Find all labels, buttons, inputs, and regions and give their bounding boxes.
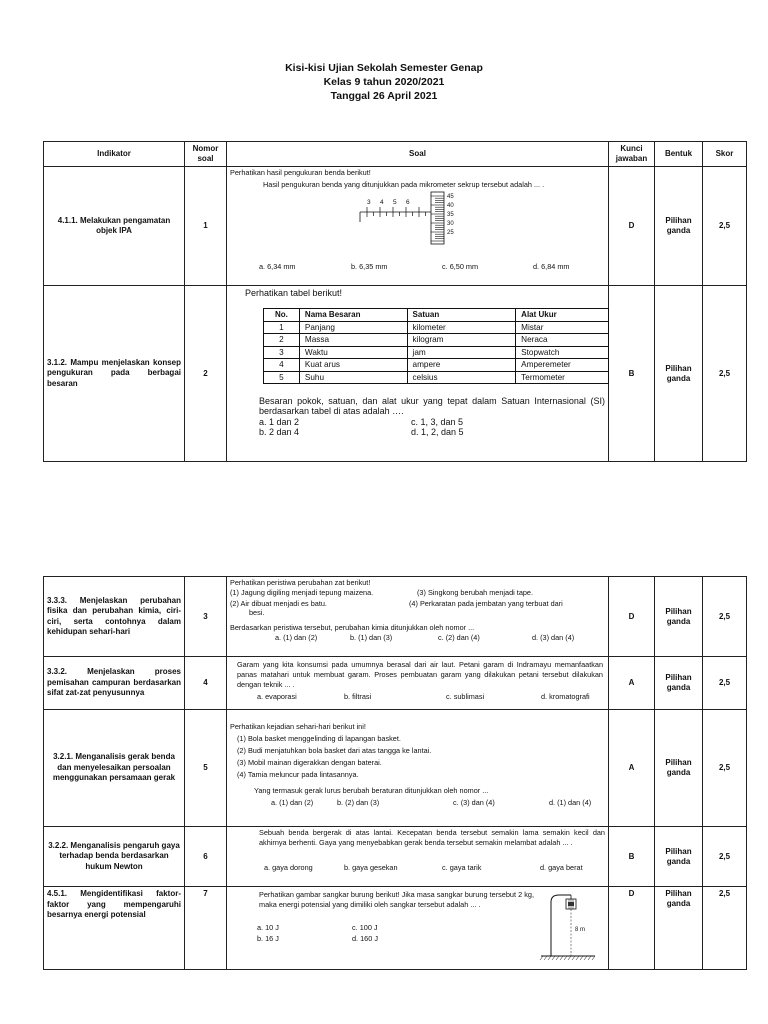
quantity-cell: Panjang xyxy=(299,321,407,334)
kunci-cell: D xyxy=(609,167,655,286)
option-b: b. filtrasi xyxy=(344,692,372,701)
option-a: a. evaporasi xyxy=(257,692,297,701)
soal-cell xyxy=(227,887,609,970)
kunci-cell: A xyxy=(609,657,655,710)
quantity-table-header: No. xyxy=(264,309,300,322)
quantity-table-row xyxy=(264,334,609,347)
nomor-cell: 5 xyxy=(185,710,227,827)
kunci-cell: A xyxy=(609,710,655,827)
soal-cell xyxy=(227,710,609,827)
scale-tick-label: 5 xyxy=(393,199,397,206)
bentuk-cell: Pilihan ganda xyxy=(655,657,703,710)
table-row xyxy=(44,577,747,657)
kunci-cell: B xyxy=(609,827,655,887)
quantity-cell: Amperemeter xyxy=(516,359,609,372)
list-item: (2) Air dibuat menjadi es batu. xyxy=(230,599,327,608)
quantity-cell: celsius xyxy=(407,371,516,384)
bentuk-cell: Pilihan ganda xyxy=(655,286,703,462)
kisi-kisi-table-1 xyxy=(43,141,747,462)
quantity-cell: Termometer xyxy=(516,371,609,384)
option-b: b. 16 J xyxy=(257,934,279,943)
option-a: a. gaya dorong xyxy=(264,863,313,872)
option-d: d. 160 J xyxy=(352,934,378,943)
skor-cell: 2,5 xyxy=(703,887,747,970)
column-header-kunci: Kunci jawaban xyxy=(609,142,655,167)
bentuk-cell: Pilihan ganda xyxy=(655,827,703,887)
quantity-table-row xyxy=(264,346,609,359)
option-a: a. 10 J xyxy=(257,923,279,932)
skor-cell: 2,5 xyxy=(703,657,747,710)
nomor-cell: 3 xyxy=(185,577,227,657)
column-header-nomor: Nomor soal xyxy=(185,142,227,167)
table-row xyxy=(44,286,747,462)
quantity-cell: Kuat arus xyxy=(299,359,407,372)
quantity-cell: 5 xyxy=(264,371,300,384)
soal-cell xyxy=(227,827,609,887)
list-item: (3) Singkong berubah menjadi tape. xyxy=(417,588,534,597)
list-item: (1) Jagung digiling menjadi tepung maizena. xyxy=(230,588,374,597)
quantity-cell: Suhu xyxy=(299,371,407,384)
quantity-cell: Stopwatch xyxy=(516,346,609,359)
nomor-cell: 7 xyxy=(185,887,227,970)
thimble-label: 30 xyxy=(447,221,454,227)
nomor-cell: 2 xyxy=(185,286,227,462)
option-d: d. gaya berat xyxy=(540,863,583,872)
option-d: d. (3) dan (4) xyxy=(532,633,575,642)
column-header-indikator: Indikator xyxy=(44,142,185,167)
skor-cell: 2,5 xyxy=(703,710,747,827)
option-c: c. 1, 3, dan 5 xyxy=(411,417,464,427)
indikator-cell: 3.1.2. Mampu menjelaskan konsep pengukuran pada berbagai besaran xyxy=(44,286,185,462)
table-row xyxy=(44,710,747,827)
table-header-row xyxy=(44,142,747,167)
thimble-label: 40 xyxy=(447,203,454,209)
quantity-cell: jam xyxy=(407,346,516,359)
quantity-cell: kilogram xyxy=(407,334,516,347)
option-a: a. (1) dan (2) xyxy=(271,798,314,807)
nomor-cell: 6 xyxy=(185,827,227,887)
kisi-kisi-table-2 xyxy=(43,576,747,970)
question-intro: Perhatikan tabel berikut! xyxy=(245,288,343,298)
quantity-cell: 4 xyxy=(264,359,300,372)
bentuk-cell: Pilihan ganda xyxy=(655,887,703,970)
height-label: 8 m xyxy=(575,927,586,933)
table-row xyxy=(44,167,747,286)
table-row xyxy=(44,887,747,970)
nomor-cell: 1 xyxy=(185,167,227,286)
nomor-cell: 4 xyxy=(185,657,227,710)
quantity-cell: Mistar xyxy=(516,321,609,334)
option-b: b. (2) dan (3) xyxy=(337,798,380,807)
option-c: c. (3) dan (4) xyxy=(453,798,495,807)
quantity-cell: 2 xyxy=(264,334,300,347)
option-d: d. 1, 2, dan 5 xyxy=(411,427,464,437)
quantity-table-row xyxy=(264,359,609,372)
quantity-table-row xyxy=(264,321,609,334)
question-text: Besaran pokok, satuan, dan alat ukur yang tepat dalam Satuan Internasional (SI) berdasarkan tabel di atas adalah …. xyxy=(259,396,605,416)
bentuk-cell: Pilihan ganda xyxy=(655,577,703,657)
scale-tick-label: 3 xyxy=(367,199,371,206)
option-d: d. 6,84 mm xyxy=(533,262,570,271)
indikator-cell: 3.2.1. Menganalisis gerak benda dan menyelesaikan persoalan menggunakan persamaan gerak xyxy=(44,710,185,827)
kunci-cell: B xyxy=(609,286,655,462)
question-intro: Perhatikan kejadian sehari-hari berikut ini! xyxy=(230,722,366,731)
table-row xyxy=(44,657,747,710)
bird-cage-figure xyxy=(537,892,597,962)
soal-cell xyxy=(227,167,609,286)
option-d: d. kromatografi xyxy=(541,692,590,701)
skor-cell: 2,5 xyxy=(703,167,747,286)
skor-cell: 2,5 xyxy=(703,577,747,657)
column-header-bentuk: Bentuk xyxy=(655,142,703,167)
question-text: Sebuah benda bergerak di atas lantai. Kecepatan benda tersebut semakin lama semakin kecil dan akhirnya berhenti. Gaya yang menyebabkan gerak benda tersebut semakin melambat adalah ... . xyxy=(259,828,605,847)
scale-tick-label: 6 xyxy=(406,199,410,206)
thimble-label: 45 xyxy=(447,194,454,200)
quantity-cell: ampere xyxy=(407,359,516,372)
option-c: c. 6,50 mm xyxy=(442,262,479,271)
option-b: b. 2 dan 4 xyxy=(259,427,300,437)
bentuk-cell: Pilihan ganda xyxy=(655,167,703,286)
kunci-cell: D xyxy=(609,887,655,970)
scale-tick-label: 4 xyxy=(380,199,384,206)
option-c: c. gaya tarik xyxy=(442,863,482,872)
quantity-cell: Neraca xyxy=(516,334,609,347)
option-a: a. (1) dan (2) xyxy=(275,633,318,642)
column-header-skor: Skor xyxy=(703,142,747,167)
soal-cell xyxy=(227,657,609,710)
list-item: besi. xyxy=(249,608,265,617)
soal-cell xyxy=(227,577,609,657)
question-intro: Perhatikan peristiwa perubahan zat berikut! xyxy=(230,578,371,587)
skor-cell: 2,5 xyxy=(703,286,747,462)
option-d: d. (1) dan (4) xyxy=(549,798,592,807)
quantity-table-header: Satuan xyxy=(407,309,516,322)
option-c: c. sublimasi xyxy=(446,692,485,701)
list-item: (1) Bola basket menggelinding di lapangan basket. xyxy=(237,734,401,743)
document-date: Tanggal 26 April 2021 xyxy=(330,90,438,102)
option-a: a. 6,34 mm xyxy=(259,262,296,271)
question-intro: Perhatikan hasil pengukuran benda berikut! xyxy=(230,168,371,177)
quantity-cell: Waktu xyxy=(299,346,407,359)
thimble-label: 25 xyxy=(447,230,454,236)
skor-cell: 2,5 xyxy=(703,827,747,887)
question-text: Hasil pengukuran benda yang ditunjukkan pada mikrometer sekrup tersebut adalah ... . xyxy=(263,180,545,189)
option-b: b. 6,35 mm xyxy=(351,262,388,271)
indikator-cell: 4.5.1. Mengidentifikasi faktor-faktor yang mempengaruhi besarnya energi potensial xyxy=(44,887,185,970)
column-header-soal: Soal xyxy=(227,142,609,167)
table-row xyxy=(44,827,747,887)
document-title: Kisi-kisi Ujian Sekolah Semester Genap xyxy=(285,62,483,74)
option-b: b. gaya gesekan xyxy=(344,863,398,872)
question-text: Berdasarkan peristiwa tersebut, perubahan kimia ditunjukkan oleh nomor ... xyxy=(230,623,475,632)
soal-cell xyxy=(227,286,609,462)
list-item: (3) Mobil mainan digerakkan dengan baterai. xyxy=(237,758,382,767)
bentuk-cell: Pilihan ganda xyxy=(655,710,703,827)
indikator-cell: 3.3.2. Menjelaskan proses pemisahan campuran berdasarkan sifat zat-zat penyusunnya xyxy=(44,657,185,710)
kunci-cell: D xyxy=(609,577,655,657)
micrometer-figure xyxy=(357,191,472,249)
quantity-table-row xyxy=(264,371,609,384)
thimble-label: 35 xyxy=(447,212,454,218)
document-subtitle: Kelas 9 tahun 2020/2021 xyxy=(323,76,445,88)
quantity-cell: kilometer xyxy=(407,321,516,334)
option-a: a. 1 dan 2 xyxy=(259,417,300,427)
list-item: (2) Budi menjatuhkan bola basket dari atas tangga ke lantai. xyxy=(237,746,432,755)
quantity-table xyxy=(263,308,609,384)
question-text: Perhatikan gambar sangkar burung berikut! Jika masa sangkar burung tersebut 2 kg, maka energi potensial yang dimiliki oleh sangkar tersebut adalah ... . xyxy=(259,890,534,909)
list-item: (4) Perkaratan pada jembatan yang terbuat dari xyxy=(409,599,563,608)
question-text: Yang termasuk gerak lurus berubah beraturan ditunjukkan oleh nomor ... xyxy=(254,786,489,795)
indikator-cell: 3.3.3. Menjelaskan perubahan fisika dan perubahan kimia, ciri-ciri, serta contohnya dalam kehidupan sehari-hari xyxy=(44,577,185,657)
indikator-cell: 4.1.1. Melakukan pengamatan objek IPA xyxy=(44,167,185,286)
quantity-cell: 3 xyxy=(264,346,300,359)
question-text: Garam yang kita konsumsi pada umumnya berasal dari air laut. Petani garam di Indramayu memanfaatkan panas matahari untuk membuat garam. Proses pembuatan garam yang dilakukan petani tersebut dilakukan dengan teknik ... . xyxy=(237,660,603,689)
quantity-cell: Massa xyxy=(299,334,407,347)
quantity-table-header: Nama Besaran xyxy=(299,309,407,322)
option-c: c. 100 J xyxy=(352,923,378,932)
option-b: b. (1) dan (3) xyxy=(350,633,393,642)
option-c: c. (2) dan (4) xyxy=(438,633,480,642)
list-item: (4) Tamia meluncur pada lintasannya. xyxy=(237,770,359,779)
quantity-cell: 1 xyxy=(264,321,300,334)
indikator-cell: 3.2.2. Menganalisis pengaruh gaya terhadap benda berdasarkan hukum Newton xyxy=(44,827,185,887)
quantity-table-header: Alat Ukur xyxy=(516,309,609,322)
